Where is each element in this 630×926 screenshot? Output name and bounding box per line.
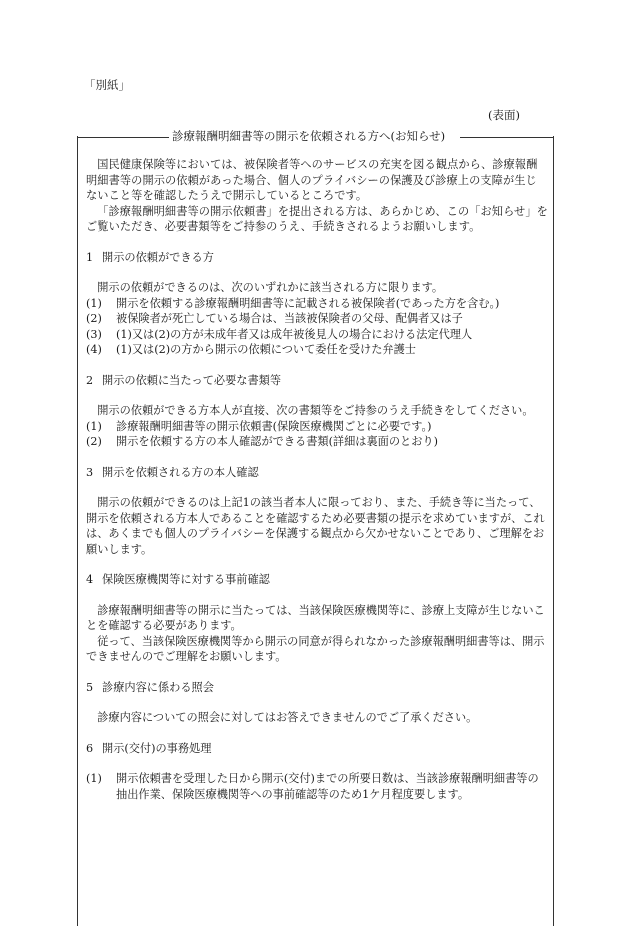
notice-content [86, 157, 548, 802]
section-4-body-2: 従って、当該保険医療機関等から開示の同意が得られなかった診療報酬明細書等は、開示できませんのでご理解をお願いします。 [86, 634, 545, 663]
section-5-title: 診療内容に係わる照会 [102, 680, 214, 694]
section-5-body: 診療内容についての照会に対してはお答えできませんのでご了承ください。 [97, 711, 478, 724]
section-3-body: 開示の依頼ができるのは上記1の該当者本人に限っており、また、手続き等に当たって、開示を依頼される方本人であることを確認するため必要書類の提示を求めていますが、これは、あくまでも個人のプライバシーを保護する観点から欠かせないことであり、ご理解をお願いします。 [86, 496, 545, 556]
section-6-item-1: (1) 開示依頼書を受理した日から開示(交付)までの所要日数は、当該診療報酬明細書等の抽出作業、保険医療機関等への事前確認等のため1ケ月程度要します。 [86, 772, 539, 801]
section-1-heading [86, 250, 548, 266]
section-4-heading [86, 572, 548, 588]
intro-paragraph-2: 「診療報酬明細書等の開示依頼書」を提出される方は、あらかじめ、この「お知らせ」をご覧いただき、必要書類等をご持参のうえ、手続きされるようお願いします。 [86, 204, 548, 233]
section-1-item-3: (3) (1)又は(2)の方が未成年者又は成年被後見人の場合における法定代理人 [86, 327, 473, 341]
section-5-number: 5 [86, 680, 94, 694]
section-1-item-2: (2) 被保険者が死亡している場合は、当該被保険者の父母、配偶者又は子 [86, 312, 463, 325]
frame-top-line-left [77, 137, 169, 138]
section-1-title: 開示の依頼ができる方 [102, 250, 214, 264]
section-6-title: 開示(交付)の事務処理 [102, 741, 212, 755]
side-label: (表面) [488, 108, 520, 122]
section-3-heading [86, 465, 548, 481]
section-1-number: 1 [86, 250, 94, 264]
annex-label: 「別紙」 [84, 78, 130, 92]
frame-top-line-right [460, 137, 553, 138]
section-4-title: 保険医療機関等に対する事前確認 [102, 573, 270, 586]
section-4-number: 4 [86, 573, 94, 586]
section-1-lead: 開示の依頼ができるのは、次のいずれかに該当される方に限ります。 [97, 281, 444, 294]
section-2-item-2: (2) 開示を依頼する方の本人確認ができる書類(詳細は裏面のとおり) [86, 435, 438, 448]
section-6-number: 6 [86, 741, 94, 755]
section-2-title: 開示の依頼に当たって必要な書類等 [102, 373, 282, 387]
section-3-title: 開示を依頼される方の本人確認 [102, 465, 259, 479]
section-2-item-1: (1) 診療報酬明細書等の開示依頼書(保険医療機関ごとに必要です。) [86, 419, 432, 433]
section-2-lead: 開示の依頼ができる方本人が直接、次の書類等をご持参のうえ手続きをしてください。 [97, 404, 534, 417]
intro-paragraph-1: 国民健康保険等においては、被保険者等へのサービスの充実を図る観点から、診療報酬明細書等の開示の依頼があった場合、個人のプライバシーの保護及び診療上の支障が生じないこと等を確認したうえで開示しているところです。 [86, 158, 538, 202]
section-2-number: 2 [86, 373, 94, 387]
section-4-body: 診療報酬明細書等の開示に当たっては、当該保険医療機関等に、診療上支障が生じないことを確認する必要があります。 [86, 603, 545, 632]
notice-title: 診療報酬明細書等の開示を依頼される方へ(お知らせ) [172, 129, 446, 143]
section-5-heading [86, 680, 548, 696]
section-1-item-1: (1) 開示を依頼する診療報酬明細書等に記載される被保険者(であった方を含む。) [86, 296, 500, 310]
section-6-heading [86, 741, 548, 757]
section-3-number: 3 [86, 465, 94, 479]
section-1-item-4: (4) (1)又は(2)の方から開示の依頼について委任を受けた弁護士 [86, 343, 416, 356]
section-2-heading [86, 373, 548, 389]
